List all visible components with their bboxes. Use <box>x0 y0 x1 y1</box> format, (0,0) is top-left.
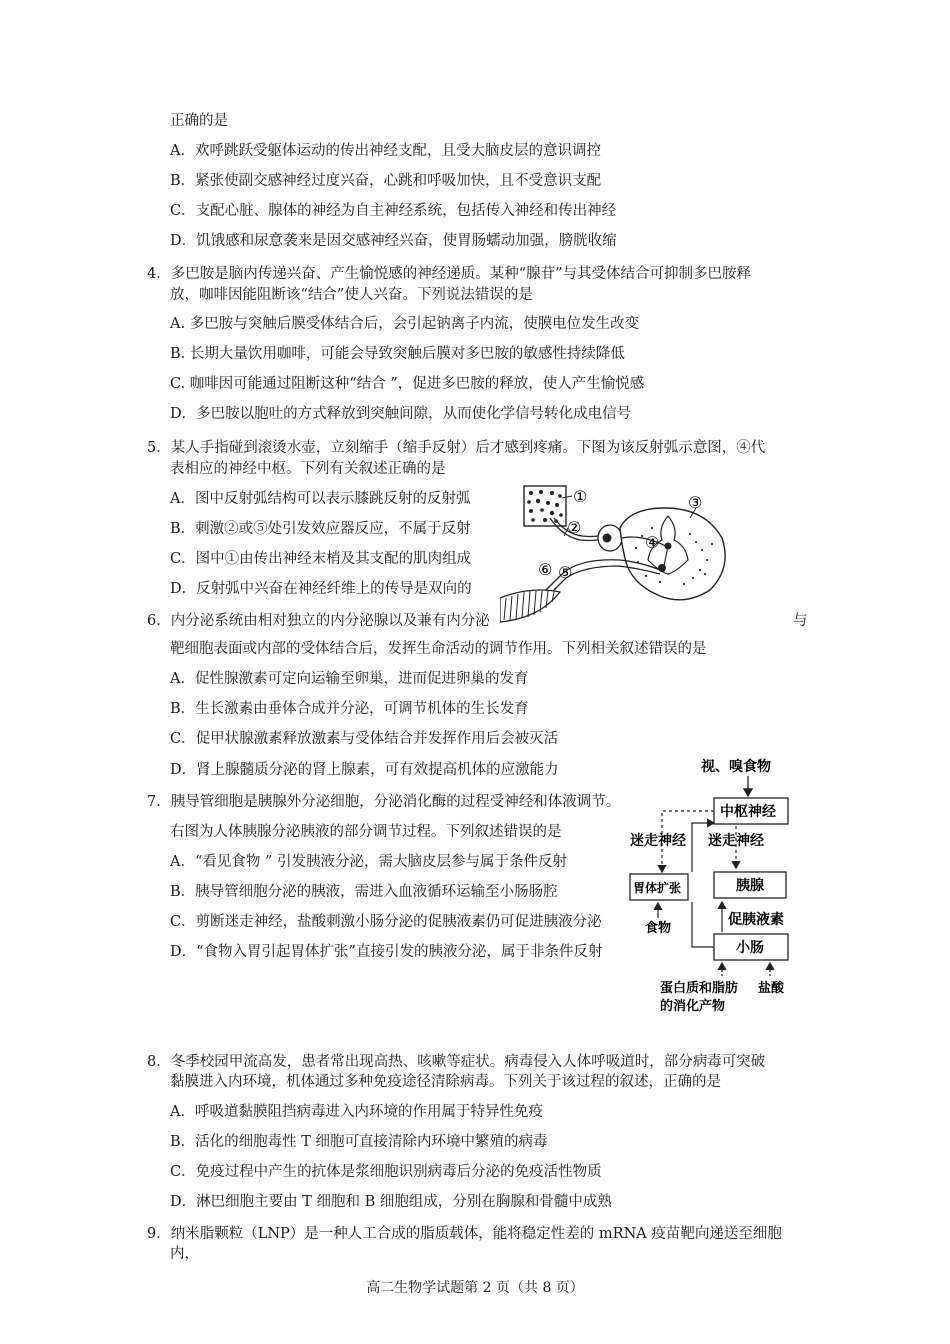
q6-stem-line1-end: 与 <box>793 613 808 629</box>
q6-stem-line2: 靶细胞表面或内部的受体结合后，发挥生命活动的调节作用。下列相关叙述错误的是 <box>170 641 707 657</box>
q4-option-d: D．多巴胺以胞吐的方式释放到突触间隙，从而使化学信号转化成电信号 <box>170 406 632 422</box>
food-label: 食物 <box>645 921 672 936</box>
see-smell-food-label: 视、嗅食物 <box>701 759 771 775</box>
label-3: ③ <box>688 493 703 512</box>
q5-option-c: C．图中①由传出神经末梢及其支配的肌肉组成 <box>170 551 472 567</box>
q3-option-d: D．饥饿感和尿意袭来是因交感神经兴奋，使胃肠蠕动加强，膀胱收缩 <box>170 233 617 249</box>
digestion-products-line1: 蛋白质和脂肪 <box>660 981 739 996</box>
digestion-products-line2: 的消化产物 <box>660 999 726 1014</box>
vagus-nerve-right: 迷走神经 <box>708 833 764 849</box>
q6-option-b: B．生长激素由垂体合成并分泌，可调节机体的生长发育 <box>170 701 529 717</box>
q4-option-a: A. 多巴胺与突触后膜受体结合后，会引起钠离子内流，使膜电位发生改变 <box>170 316 640 332</box>
vagus-nerve-left: 迷走神经 <box>630 833 686 849</box>
q7-option-a: A．“看见食物 ” 引发胰液分泌，需大脑皮层参与属于条件反射 <box>170 854 568 870</box>
q8-option-a: A．呼吸道黏膜阻挡病毒进入内环境的作用属于特异性免疫 <box>170 1104 543 1120</box>
q5-stem-line2: 表相应的神经中枢。下列有关叙述正确的是 <box>170 461 446 477</box>
q6-stem-line1: 6．内分泌系统由相对独立的内分泌腺以及兼有内分泌 <box>147 613 490 629</box>
q6-option-a: A．促性腺激素可定向运输至卵巢，进而促进卵巢的发育 <box>170 671 529 687</box>
q9-stem-line2: 内， <box>170 1246 199 1262</box>
stomach-label: 胃体扩张 <box>633 881 682 895</box>
label-6: ⑥ <box>538 560 553 579</box>
receptor-block <box>524 486 566 526</box>
q7-option-b: B．胰导管细胞分泌的胰液，需进入血液循环运输至小肠肠腔 <box>170 884 558 900</box>
secretin-label: 促胰液素 <box>728 912 784 928</box>
q4-stem-line1: 4．多巴胺是脑内传递兴奋、产生愉悦感的神经递质。某种“腺苷”与其受体结合可抑制多巴胺释 <box>147 266 752 282</box>
q3-option-c: C．支配心脏、腺体的神经为自主神经系统，包括传入神经和传出神经 <box>170 203 617 219</box>
q5-stem-line1: 5．某人手指碰到滚烫水壶，立刻缩手（缩手反射）后才感到疼痛。下图为该反射弧示意图，④代 <box>147 440 766 456</box>
q5-option-a: A．图中反射弧结构可以表示膝跳反射的反射弧 <box>170 491 471 507</box>
q3-option-b: B．紧张使副交感神经过度兴奋，心跳和呼吸加快，且不受意识支配 <box>170 173 602 189</box>
q5-option-b: B．刺激②或⑤处引发效应器反应，不属于反射 <box>170 521 471 537</box>
q7-option-d: D．“食物入胃引起胃体扩张”直接引发的胰液分泌，属于非条件反射 <box>170 944 603 960</box>
q8-option-d: D．淋巴细胞主要由 T 细胞和 B 细胞组成，分别在胸腺和骨髓中成熟 <box>170 1194 612 1210</box>
hydrochloric-acid-label: 盐酸 <box>758 981 785 996</box>
central-nerve-label: 中枢神经 <box>720 804 776 820</box>
spinal-cord <box>620 508 725 600</box>
q3-option-a: A．欢呼跳跃受躯体运动的传出神经支配，且受大脑皮层的意识调控 <box>170 143 601 159</box>
label-5: ⑤ <box>558 563 573 582</box>
reflex-arc-figure <box>500 478 800 628</box>
q4-option-b: B. 长期大量饮用咖啡，可能会导致突触后膜对多巴胺的敏感性持续降低 <box>170 346 625 362</box>
q9-stem-line1: 9．纳米脂颗粒（LNP）是一种人工合成的脂质载体，能将稳定性差的 mRNA 疫苗靶向递送至细胞 <box>147 1226 782 1242</box>
muscle-effector <box>500 590 560 622</box>
q7-stem-line1: 7．胰导管细胞是胰腺外分泌细胞，分泌消化酶的过程受神经和体液调节。 <box>147 794 621 810</box>
q7-stem-line2: 右图为人体胰腺分泌胰液的部分调节过程。下列叙述错误的是 <box>170 824 562 840</box>
q5-option-d: D．反射弧中兴奋在神经纤维上的传导是双向的 <box>170 581 472 597</box>
q8-stem-line2: 黏膜进入内环境，机体通过多种免疫途径清除病毒。下列关于该过程的叙述，正确的是 <box>170 1074 721 1090</box>
q6-option-c: C．促甲状腺激素释放激素与受体结合并发挥作用后会被灭活 <box>170 731 559 747</box>
q4-option-c: C. 咖啡因可能通过阻断这种“结合 ”，促进多巴胺的释放，使人产生愉悦感 <box>170 376 645 392</box>
q8-option-b: B．活化的细胞毒性 T 细胞可直接清除内环境中繁殖的病毒 <box>170 1134 548 1150</box>
q3-stem-tail: 正确的是 <box>170 113 228 129</box>
label-1: ① <box>573 487 588 506</box>
label-2: ② <box>567 518 582 537</box>
q8-option-c: C．免疫过程中产生的抗体是浆细胞识别病毒后分泌的免疫活性物质 <box>170 1164 602 1180</box>
q4-stem-line2: 放，咖啡因能阻断该“结合”使人兴奋。下列说法错误的是 <box>170 287 533 303</box>
intestine-label: 小肠 <box>736 940 764 956</box>
q7-option-c: C．剪断迷走神经，盐酸刺激小肠分泌的促胰液素仍可促进胰液分泌 <box>170 914 602 930</box>
page-footer: 高二生物学试题第 2 页（共 8 页） <box>366 1280 584 1296</box>
label-4: ④ <box>645 533 660 552</box>
q6-option-d: D．肾上腺髓质分泌的肾上腺素，可有效提高机体的应激能力 <box>170 762 559 778</box>
pancreas-label: 胰腺 <box>736 878 764 894</box>
q8-stem-line1: 8．冬季校园甲流高发，患者常出现高热、咳嗽等症状。病毒侵入人体呼吸道时，部分病毒可突破 <box>147 1054 766 1070</box>
pancreas-regulation-diagram <box>624 752 800 1016</box>
